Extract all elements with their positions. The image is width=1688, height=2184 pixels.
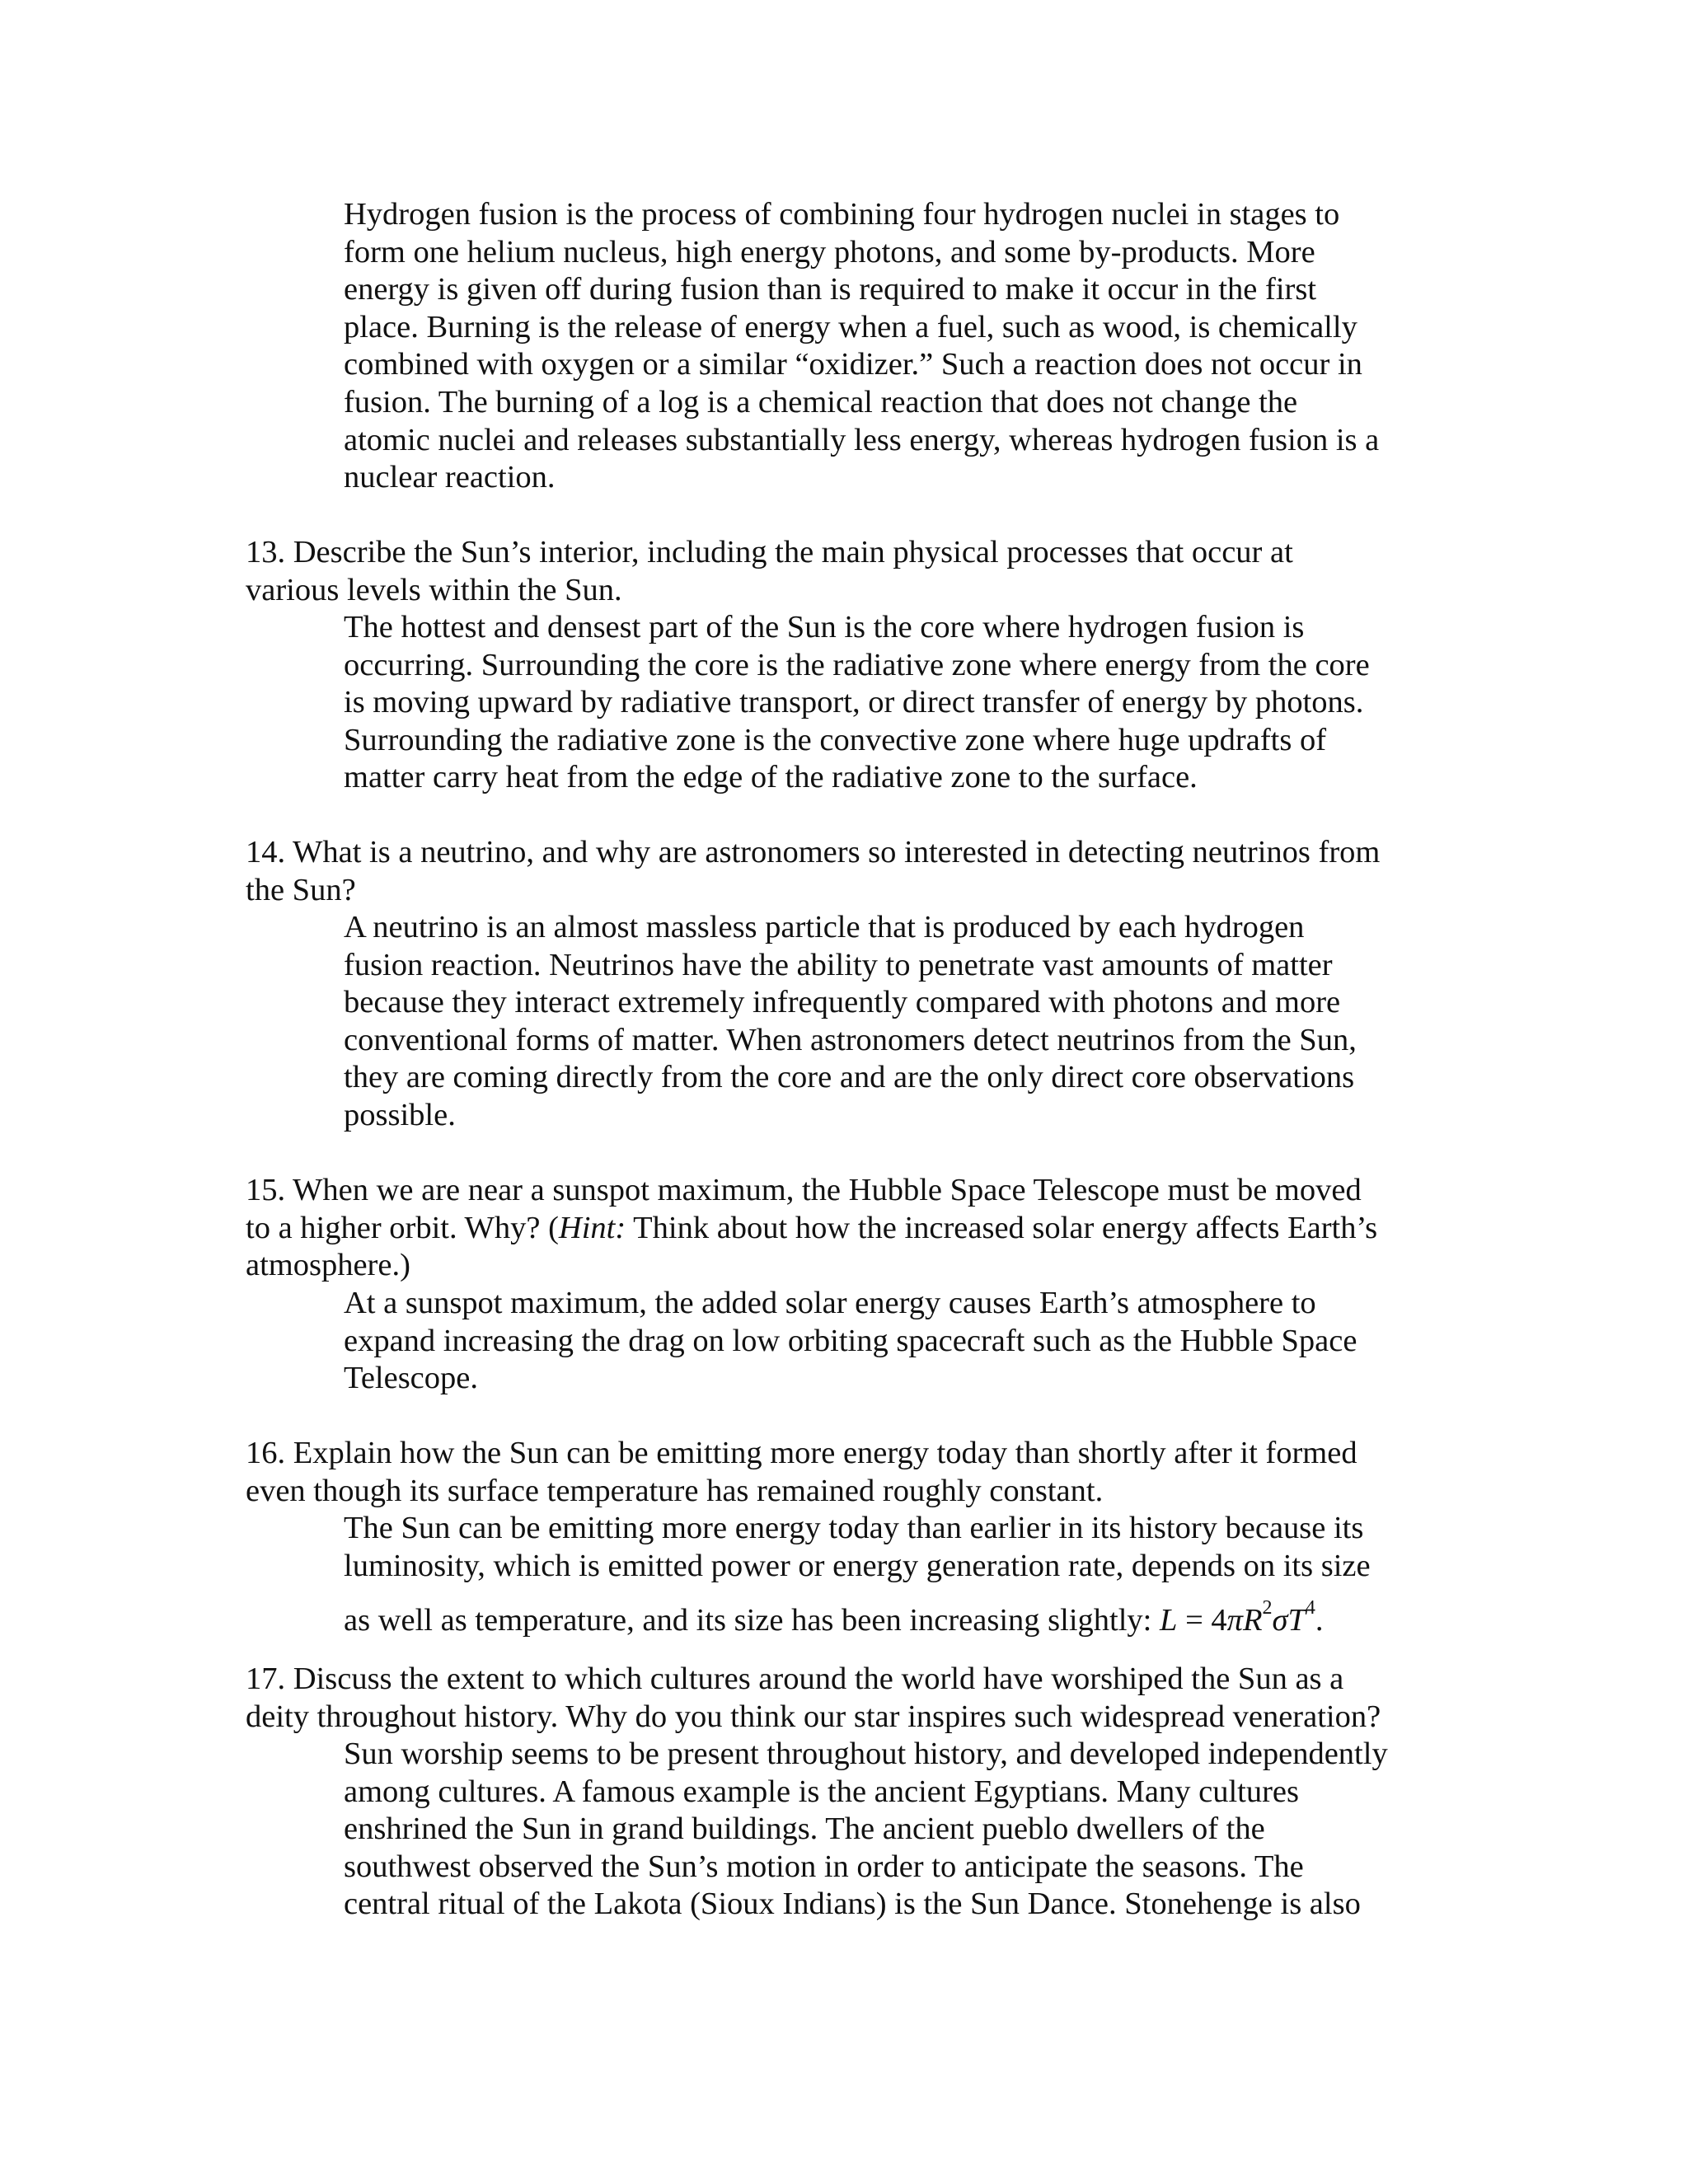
text-line: various levels within the Sun. bbox=[246, 572, 622, 607]
text-line: possible. bbox=[344, 1097, 456, 1132]
question-16 bbox=[246, 1435, 1441, 1510]
text-line: deity throughout history. Why do you think our star inspires such widespread veneration? bbox=[246, 1699, 1381, 1734]
text-line: 16. Explain how the Sun can be emitting more energy today than shortly after it formed bbox=[246, 1436, 1357, 1470]
text-line: luminosity, which is emitted power or energy generation rate, depends on its size bbox=[344, 1548, 1371, 1583]
text-line: Telescope. bbox=[344, 1361, 478, 1396]
formula-period: . bbox=[1315, 1603, 1324, 1638]
luminosity-formula-line bbox=[344, 1595, 1432, 1639]
formula-exponent-2: 2 bbox=[1262, 1597, 1273, 1619]
question-14 bbox=[246, 834, 1441, 909]
text-line: occurring. Surrounding the core is the radiative zone where energy from the core bbox=[344, 647, 1370, 682]
text-line: is moving upward by radiative transport, or direct transfer of energy by photons. bbox=[344, 685, 1364, 720]
text-segment: Think about how the increased solar energy affects Earth’s bbox=[626, 1210, 1378, 1245]
text-segment: to a higher orbit. Why? ( bbox=[246, 1210, 559, 1245]
question-17 bbox=[246, 1661, 1441, 1736]
text-line: nuclear reaction. bbox=[344, 460, 556, 495]
text-line: matter carry heat from the edge of the radiative zone to the surface. bbox=[344, 760, 1198, 795]
formula-symbol-pi: π bbox=[1226, 1603, 1243, 1638]
text-line: atmosphere.) bbox=[246, 1248, 410, 1283]
intro-answer-paragraph bbox=[344, 196, 1432, 497]
text-line: 15. When we are near a sunspot maximum, the Hubble Space Telescope must be moved bbox=[246, 1173, 1362, 1207]
text-line: the Sun? bbox=[246, 872, 356, 907]
text-line: At a sunspot maximum, the added solar energy causes Earth’s atmosphere to bbox=[344, 1286, 1316, 1320]
text-segment: as well as temperature, and its size has been increasing slightly: bbox=[344, 1603, 1160, 1638]
text-line: Surrounding the radiative zone is the convective zone where huge updrafts of bbox=[344, 722, 1327, 757]
text-line: energy is given off during fusion than is required to make it occur in the first bbox=[344, 272, 1317, 307]
text-line: combined with oxygen or a similar “oxidizer.” Such a reaction does not occur in bbox=[344, 347, 1362, 382]
text-line: The Sun can be emitting more energy today than earlier in its history because its bbox=[344, 1511, 1364, 1545]
answer-14 bbox=[344, 909, 1432, 1135]
formula-symbol-L: L bbox=[1160, 1603, 1178, 1638]
text-line bbox=[246, 1210, 1441, 1248]
text-line: fusion reaction. Neutrinos have the ability to penetrate vast amounts of matter bbox=[344, 947, 1333, 982]
answer-16 bbox=[344, 1510, 1432, 1640]
text-line: A neutrino is an almost massless particle that is produced by each hydrogen bbox=[344, 910, 1305, 944]
text-line: even though its surface temperature has remained roughly constant. bbox=[246, 1473, 1104, 1508]
text-line: fusion. The burning of a log is a chemical reaction that does not change the bbox=[344, 384, 1298, 419]
formula-symbol-sigma: σ bbox=[1272, 1603, 1288, 1638]
text-line: among cultures. A famous example is the ancient Egyptians. Many cultures bbox=[344, 1774, 1300, 1809]
text-line: place. Burning is the release of energy when a fuel, such as wood, is chemically bbox=[344, 309, 1357, 344]
text-line: enshrined the Sun in grand buildings. The ancient pueblo dwellers of the bbox=[344, 1811, 1265, 1847]
text-line: conventional forms of matter. When astronomers detect neutrinos from the Sun, bbox=[344, 1022, 1357, 1057]
text-line: Hydrogen fusion is the process of combining four hydrogen nuclei in stages to bbox=[344, 197, 1340, 232]
formula-exponent-4: 4 bbox=[1305, 1597, 1315, 1619]
text-line: atomic nuclei and releases substantially less energy, whereas hydrogen fusion is a bbox=[344, 422, 1380, 457]
text-line: 14. What is a neutrino, and why are astronomers so interested in detecting neutrinos from bbox=[246, 835, 1381, 869]
text-line: form one helium nucleus, high energy photons, and some by-products. More bbox=[344, 234, 1315, 269]
question-13 bbox=[246, 534, 1441, 609]
text-line: they are coming directly from the core and are the only direct core observations bbox=[344, 1060, 1355, 1095]
text-line: because they interact extremely infrequently compared with photons and more bbox=[344, 985, 1341, 1020]
text-line: The hottest and densest part of the Sun is the core where hydrogen fusion is bbox=[344, 610, 1305, 644]
text-line: Sun worship seems to be present throughout history, and developed independently bbox=[344, 1736, 1388, 1771]
formula-symbol-R: R bbox=[1242, 1603, 1263, 1638]
answer-15 bbox=[344, 1285, 1432, 1398]
hint-label: Hint: bbox=[558, 1210, 626, 1245]
answer-13 bbox=[344, 609, 1432, 797]
question-15 bbox=[246, 1172, 1441, 1285]
answer-17 bbox=[344, 1736, 1432, 1924]
text-line: expand increasing the drag on low orbiting spacecraft such as the Hubble Space bbox=[344, 1323, 1357, 1358]
text-line: 13. Describe the Sun’s interior, including the main physical processes that occur at bbox=[246, 535, 1293, 569]
formula-symbol-T: T bbox=[1287, 1603, 1306, 1638]
text-line: 17. Discuss the extent to which cultures around the world have worshiped the Sun as a bbox=[246, 1661, 1344, 1696]
text-line: southwest observed the Sun’s motion in order to anticipate the seasons. The bbox=[344, 1849, 1304, 1884]
text-line: central ritual of the Lakota (Sioux Indians) is the Sun Dance. Stonehenge is also bbox=[344, 1886, 1361, 1922]
formula-equals: = 4 bbox=[1177, 1603, 1227, 1638]
